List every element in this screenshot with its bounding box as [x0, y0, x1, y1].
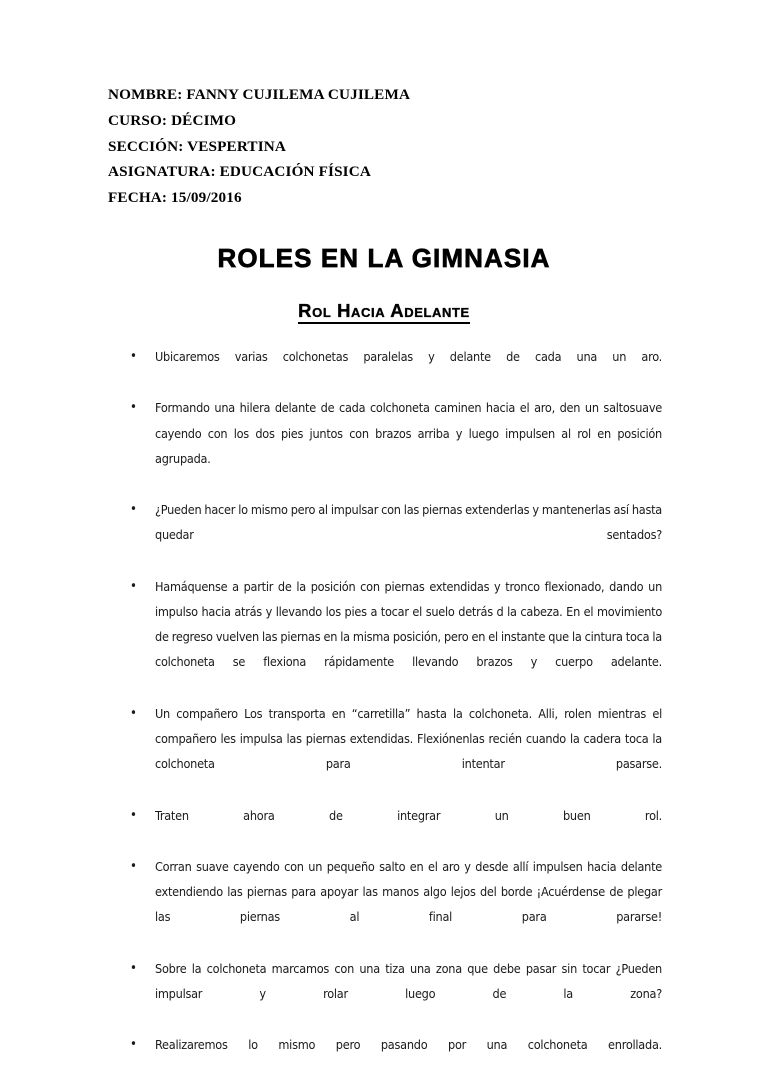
list-item-text: Realizaremos lo mismo pero pasando por una colchoneta enrollada. — [155, 1037, 662, 1053]
list-item — [126, 854, 662, 955]
list-item-text: Ubicaremos varias colchonetas paralelas y delante de cada una un aro. — [155, 349, 662, 364]
list-item — [126, 701, 662, 802]
bullet-icon: • — [130, 705, 137, 721]
list-item — [126, 497, 662, 573]
header-line-fecha: FECHA: 15/09/2016 — [108, 189, 242, 207]
bullet-icon: • — [130, 859, 137, 875]
header-line-asignatura: ASIGNATURA: EDUCACIÓN FÍSICA — [108, 163, 371, 181]
section-title-container — [0, 300, 768, 324]
bullet-icon: • — [130, 578, 137, 594]
document-header — [108, 82, 668, 211]
list-item — [126, 344, 662, 394]
list-item — [126, 574, 662, 700]
list-item-text: Corran suave cayendo con un pequeño salto en el aro y desde allí impulsen hacia delante extendiendo las piernas para apoyar las manos algo lejos del borde ¡Acuérdense de plegar las piernas al final para pararse! — [155, 859, 662, 925]
list-item-text: Un compañero Los transporta en “carretilla” hasta la colchoneta. Alli, rolen mientras el compañero les impulsa las piernas extendidas. Flexiónenlas recién cuando la cadera toca la colchoneta para intentar pasarse. — [155, 705, 662, 772]
page-title: ROLES EN LA GIMNASIA — [217, 243, 551, 273]
header-line-curso: CURSO: DÉCIMO — [108, 111, 237, 129]
list-item-text: Traten ahora de integrar un buen rol. — [155, 807, 662, 823]
bullet-icon: • — [130, 349, 137, 364]
bullet-icon: • — [130, 960, 137, 976]
list-item-text: ¿Pueden hacer lo mismo pero al impulsar con las piernas extenderlas y mantenerlas así hasta quedar sentados? — [155, 502, 662, 543]
header-line-nombre: NOMBRE: FANNY CUJILEMA CUJILEMA — [108, 86, 411, 103]
list-item — [126, 395, 662, 496]
header-line-seccion: SECCIÓN: VESPERTINA — [108, 137, 286, 155]
bullet-icon: • — [130, 502, 137, 518]
bullet-icon: • — [130, 400, 137, 416]
list-item-text: Formando una hilera delante de cada colchoneta caminen hacia el aro, den un saltosuave cayendo con los dos pies juntos con brazos arriba y luego impulsen al rol en posición agrupada. — [155, 400, 662, 466]
bullet-icon: • — [130, 1037, 137, 1053]
list-item — [126, 956, 662, 1032]
list-item — [126, 803, 662, 853]
list-item-text: Hamáquense a partir de la posición con piernas extendidas y tronco flexionado, dando un impulso hacia atrás y llevando los pies a tocar el suelo detrás d la cabeza. En el movimiento de regreso vuelven las piernas en la misma posición, pero en el instante que la cintura toca la colchoneta se flexiona rápidamente llevando brazos y cuerpo adelante. — [155, 578, 662, 670]
list-item — [126, 1032, 662, 1082]
instruction-list — [126, 344, 662, 1084]
section-title: Rol Hacia Adelante — [298, 300, 470, 324]
bullet-icon: • — [130, 807, 137, 823]
list-item-text: Sobre la colchoneta marcamos con una tiza una zona que debe pasar sin tocar ¿Pueden impulsar y rolar luego de la zona? — [155, 960, 662, 1002]
